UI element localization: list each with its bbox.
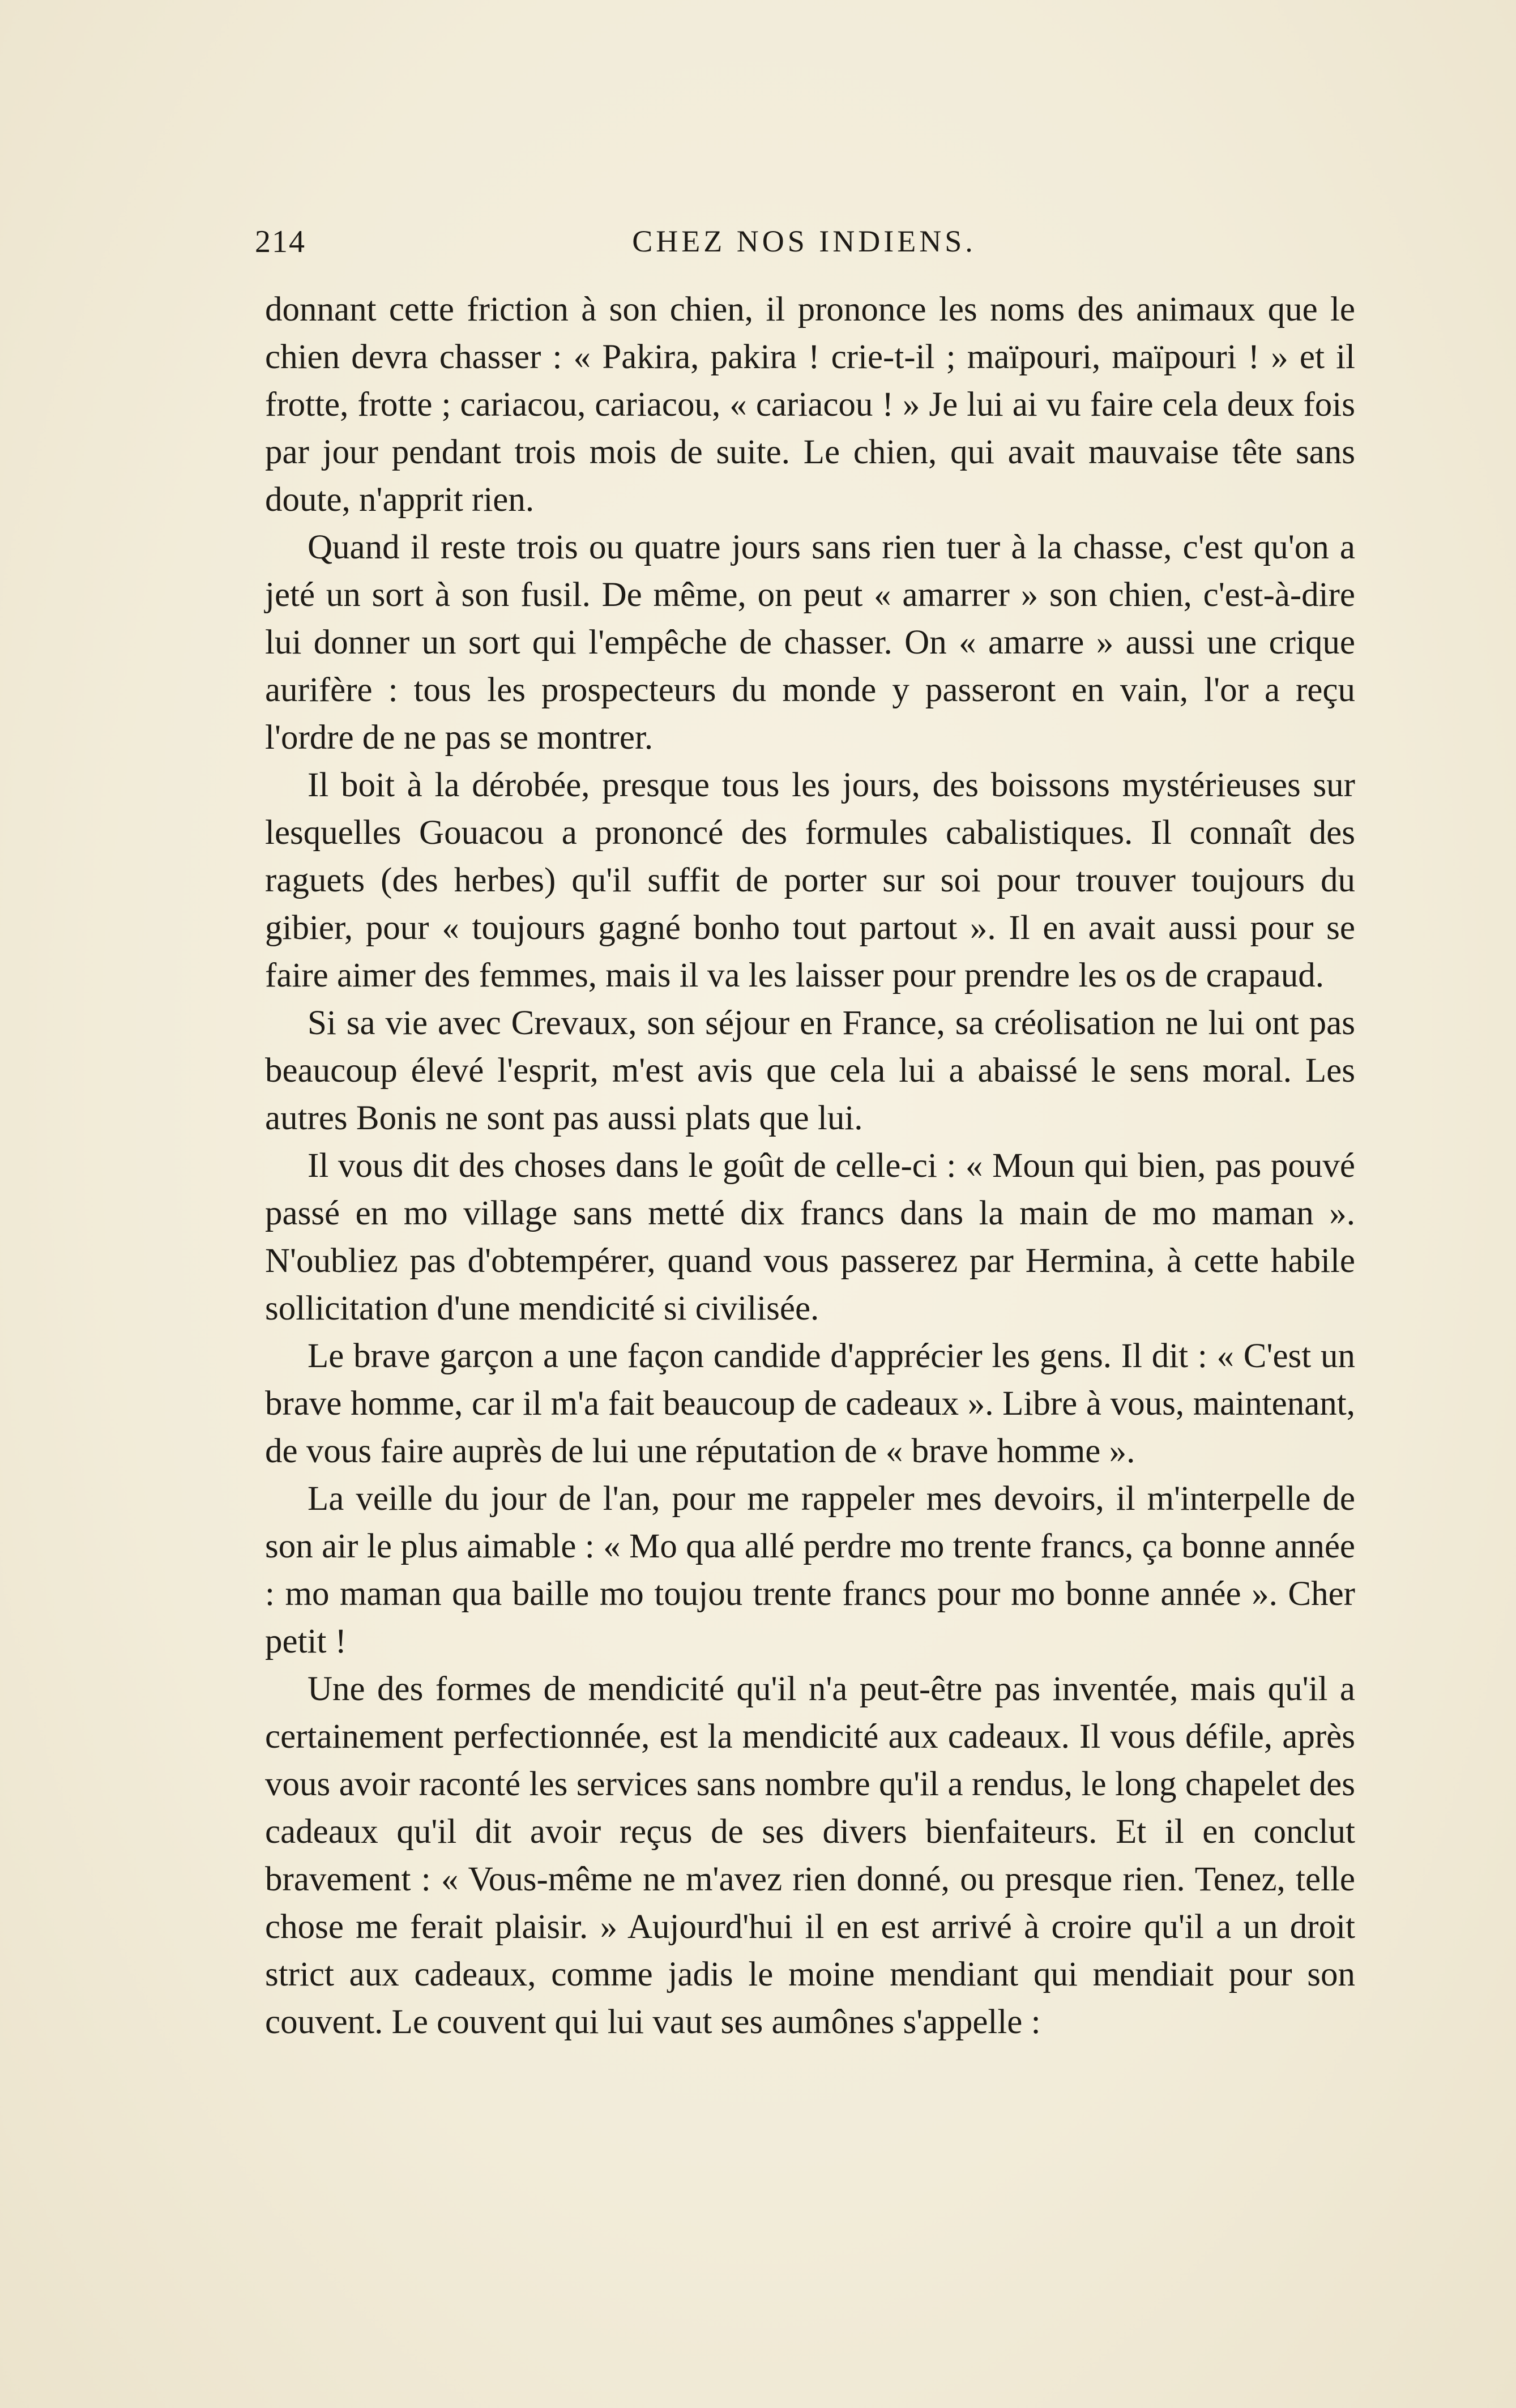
paragraph-5: Il vous dit des choses dans le goût de celle-ci : « Moun qui bien, pas pouvé passé en mo village sans metté dix francs dans la main de mo maman ». N'oubliez pas d'obtempérer, quand vous passerez par Hermina, à cette habile sollicitation d'une mendicité si civilisée. xyxy=(265,1147,1355,1327)
page-number: 214 xyxy=(255,224,306,259)
paragraph-3: Il boit à la dérobée, presque tous les jours, des boissons mystérieuses sur lesquelles Gouacou a prononcé des formules cabalistiques. Il connaît des raguets (des herbes) qu'il suffit de porter sur soi pour trouver toujours du gibier, pour « toujours gagné bonho tout partout ». Il en avait aussi pour se faire aimer des femmes, mais il va les laisser pour prendre les os de crapaud. xyxy=(265,766,1355,994)
body-text xyxy=(265,286,1355,2046)
paragraph-2: Quand il reste trois ou quatre jours sans rien tuer à la chasse, c'est qu'on a jeté un sort à son fusil. De même, on peut « amarrer » son chien, c'est-à-dire lui donner un sort qui l'empêche de chasser. On « amarre » aussi une crique aurifère : tous les prospecteurs du monde y passeront en vain, l'or a reçu l'ordre de ne pas se montrer. xyxy=(265,528,1355,757)
paragraph-4: Si sa vie avec Crevaux, son séjour en France, sa créolisation ne lui ont pas beaucoup élevé l'esprit, m'est avis que cela lui a abaissé le sens moral. Les autres Bonis ne sont pas aussi plats que lui. xyxy=(265,1004,1355,1137)
paragraph-7: La veille du jour de l'an, pour me rappeler mes devoirs, il m'interpelle de son air le plus aimable : « Mo qua allé perdre mo trente francs, ça bonne année : mo maman qua baille mo toujou trente francs pour mo bonne année ». Cher petit ! xyxy=(265,1480,1355,1660)
paragraph-1: donnant cette friction à son chien, il prononce les noms des animaux que le chien devra chasser : « Pakira, pakira ! crie-t-il ; maïpouri, maïpouri ! » et il frotte, frotte ; cariacou, cariacou, « cariacou ! » Je lui ai vu faire cela deux fois par jour pendant trois mois de suite. Le chien, qui avait mauvaise tête sans doute, n'apprit rien. xyxy=(265,291,1355,519)
page-header xyxy=(255,224,1353,269)
paragraph-8: Une des formes de mendicité qu'il n'a peut-être pas inventée, mais qu'il a certainement perfectionnée, est la mendicité aux cadeaux. Il vous défile, après vous avoir raconté les services sans nombre qu'il a rendus, le long chapelet des cadeaux qu'il dit avoir reçus de ses divers bienfaiteurs. Et il en conclut bravement : « Vous-même ne m'avez rien donné, ou presque rien. Tenez, telle chose me ferait plaisir. » Aujourd'hui il en est arrivé à croire qu'il a un droit strict aux cadeaux, comme jadis le moine mendiant qui mendiait pour son couvent. Le couvent qui lui vaut ses aumônes s'appelle : xyxy=(265,1670,1355,2041)
running-title: CHEZ NOS INDIENS. xyxy=(632,224,976,258)
paragraph-6: Le brave garçon a une façon candide d'apprécier les gens. Il dit : « C'est un brave homme, car il m'a fait beaucoup de cadeaux ». Libre à vous, maintenant, de vous faire auprès de lui une réputation de « brave homme ». xyxy=(265,1337,1355,1470)
